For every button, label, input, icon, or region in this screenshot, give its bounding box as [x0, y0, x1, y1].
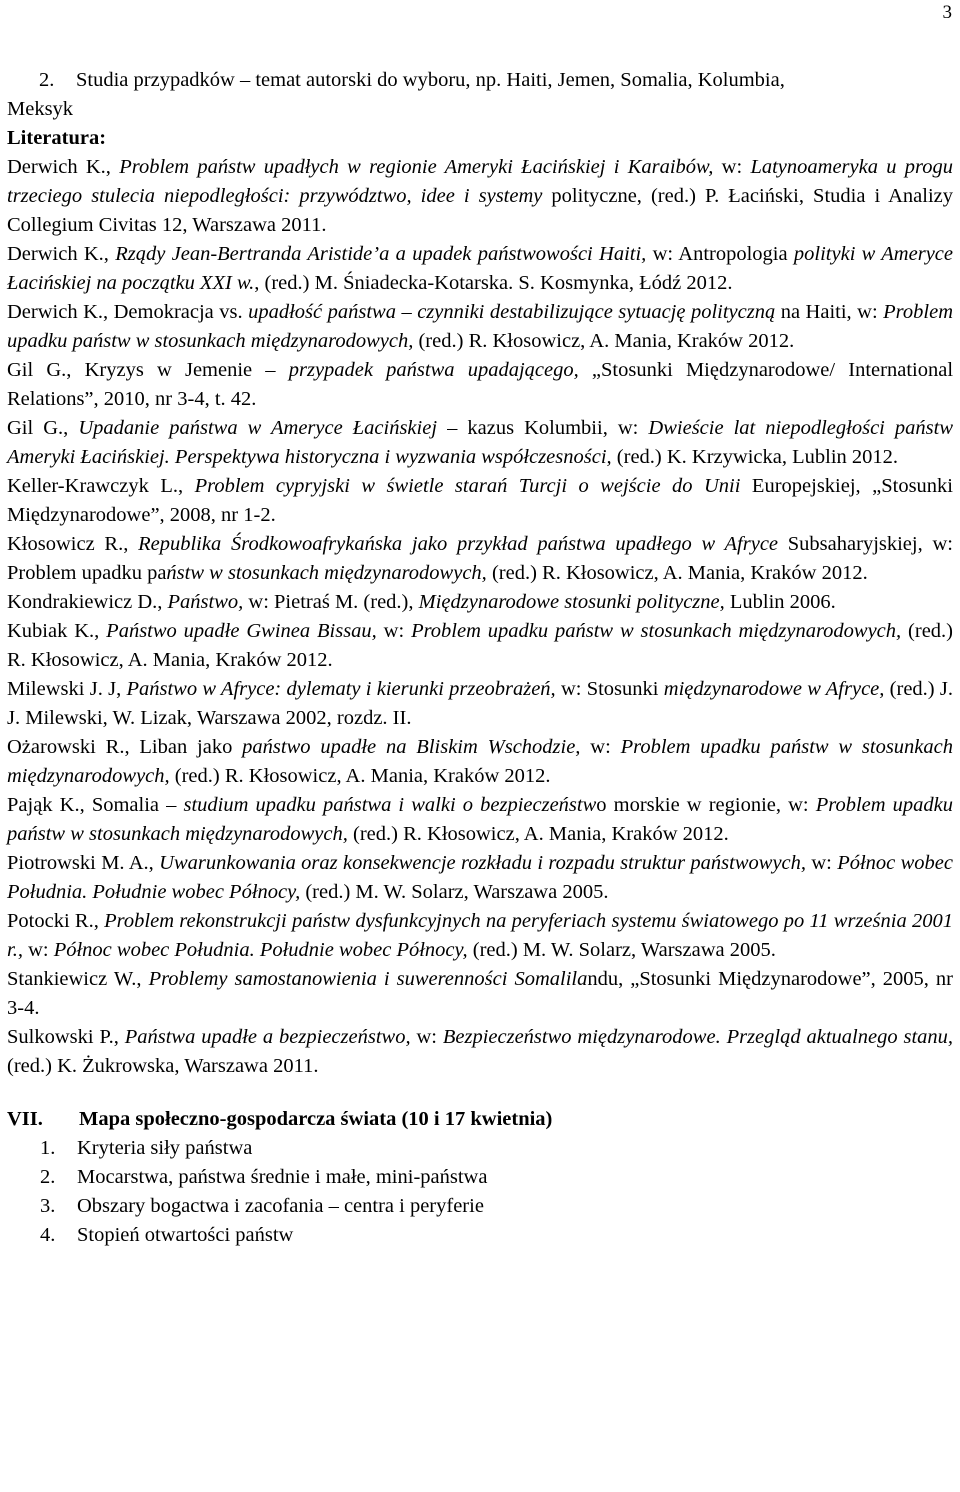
- reference-text-segment: ndu, „Stosunki Międzynarodowe”, 2005, nr 3-4.: [7, 968, 954, 1019]
- section-title: Mapa społeczno-gospodarcza świata (10 i 17 kwietnia): [79, 1108, 553, 1130]
- list-text: Obszary bogactwa i zacofania – centra i peryferie: [77, 1195, 484, 1217]
- reference-entry: [7, 791, 953, 849]
- reference-text-segment: Gil G.,: [7, 417, 79, 439]
- reference-title-segment: Upadanie państwa w Ameryce Łacińskiej: [78, 417, 438, 439]
- reference-title-segment: Państwo w Afryce: dylematy i kierunki przeobrażeń,: [126, 678, 556, 700]
- reference-title-segment: Problem państw upadłych w regionie Ameryki Łacińskiej i Karaibów,: [119, 156, 722, 178]
- reference-text-segment: Keller-Krawczyk L.,: [7, 475, 195, 497]
- reference-text-segment: Kubiak K.,: [7, 620, 107, 642]
- reference-entry: [7, 356, 953, 414]
- reference-entry: [7, 1023, 953, 1081]
- reference-title-segment: Latynoameryka u progu trzeciego stulecia niepodległości: przywództwo, idee i systemy: [7, 156, 954, 207]
- reference-text-segment: w: Antropologia: [652, 243, 794, 265]
- reference-text-segment: Pająk K., Somalia –: [7, 794, 184, 816]
- reference-text-segment: w: Pietraś M. (red.),: [243, 591, 419, 613]
- section-spacer: [7, 1081, 953, 1105]
- reference-title-segment: Problem cypryjski w świetle starań Turcji o wejście do Unii: [194, 475, 741, 497]
- reference-list: [7, 153, 953, 1081]
- reference-entry: [7, 472, 953, 530]
- reference-text-segment: Subsaharyjskiej, w: Problem upadku pa: [7, 533, 953, 584]
- reference-title-segment: upadłość państwa – czynniki destabilizujące sytuację polityczną: [248, 301, 776, 323]
- reference-title-segment: Dwieście lat niepodległości państw Ameryki Łacińskiej. Perspektywa historyczna i wyzwania współczesności,: [7, 417, 954, 468]
- document-page: [7, 66, 953, 1250]
- reference-text-segment: w:: [806, 852, 838, 874]
- reference-text-segment: o morskie w regionie, w:: [596, 794, 816, 816]
- reference-title-segment: Problem upadku państw w stosunkach międzynarodowych,: [411, 620, 902, 642]
- section-list-item: [40, 1192, 953, 1221]
- reference-title-segment: Uwarunkowania oraz konsekwencje rozkładu i rozpadu struktur państwowych,: [159, 852, 807, 874]
- reference-text-segment: (red.) R. Kłosowicz, A. Mania, Kraków 2012.: [413, 330, 795, 352]
- reference-text-segment: w: Stosunki: [555, 678, 664, 700]
- reference-text-segment: Potocki R.,: [7, 910, 105, 932]
- reference-title-segment: międzynarodowe w Afryce,: [663, 678, 885, 700]
- reference-title-segment: studium upadku państwa i walki o bezpieczeństw: [183, 794, 597, 816]
- reference-entry: [7, 617, 953, 675]
- reference-text-segment: Ożarowski R., Liban jako: [7, 736, 243, 758]
- reference-text-segment: (red.) R. Kłosowicz, A. Mania, Kraków 2012.: [486, 562, 868, 584]
- reference-title-segment: Państwo upadłe Gwinea Bissau,: [106, 620, 377, 642]
- list-text: Kryteria siły państwa: [77, 1137, 253, 1159]
- section-heading: [7, 1105, 953, 1134]
- reference-text-segment: Gil G., Kryzys w Jemenie –: [7, 359, 289, 381]
- reference-text-segment: (red.) M. W. Solarz, Warszawa 2005.: [467, 939, 776, 961]
- intro-list-item: [7, 66, 953, 95]
- reference-entry: [7, 588, 953, 617]
- reference-text-segment: Lublin 2006.: [724, 591, 836, 613]
- reference-text-segment: (red.) J. J. Milewski, W. Lizak, Warszawa 2002, rozdz. II.: [7, 678, 954, 729]
- list-text: Stopień otwartości państw: [77, 1224, 294, 1246]
- reference-text-segment: na Haiti, w:: [775, 301, 884, 323]
- reference-text-segment: polityczne, (red.) P. Łaciński, Studia i Analizy Collegium Civitas 12, Warszawa 2011.: [7, 185, 953, 236]
- reference-text-segment: w:: [721, 156, 751, 178]
- reference-title-segment: Północ wobec Południa. Południe wobec Północy,: [53, 939, 468, 961]
- section-number: VII.: [7, 1108, 43, 1130]
- reference-title-segment: Problem rekonstrukcji państw dysfunkcyjnych na peryferiach systemu światowego po 11 września 2001 r.,: [7, 910, 953, 961]
- reference-title-segment: Republika Środkowoafrykańska jako przykład państwa upadłego w Afryce: [138, 533, 779, 555]
- reference-text-segment: (red.) R. Kłosowicz, A. Mania, Kraków 2012.: [7, 620, 953, 671]
- reference-text-segment: Europejskiej, „Stosunki Międzynarodowe”, 2008, nr 1-2.: [7, 475, 954, 526]
- reference-title-segment: Bezpieczeństwo międzynarodowe. Przegląd aktualnego stanu,: [442, 1026, 954, 1048]
- reference-text-segment: (red.) R. Kłosowicz, A. Mania, Kraków 2012.: [169, 765, 551, 787]
- reference-text-segment: Derwich K., Demokracja vs.: [7, 301, 249, 323]
- reference-entry: [7, 675, 953, 733]
- reference-title-segment: Państwo,: [167, 591, 244, 613]
- reference-text-segment: Milewski J. J,: [7, 678, 127, 700]
- page-number: 3: [942, 2, 952, 23]
- reference-entry: [7, 849, 953, 907]
- reference-text-segment: (red.) K. Żukrowska, Warszawa 2011.: [7, 1055, 319, 1077]
- reference-title-segment: Problemy samostanowienia i suwerenności Somalila: [148, 968, 588, 990]
- section-items: [7, 1134, 953, 1250]
- reference-text-segment: w:: [580, 736, 621, 758]
- list-number: 2.: [39, 69, 55, 91]
- reference-entry: [7, 907, 953, 965]
- reference-entry: [7, 414, 953, 472]
- reference-title-segment: Problem upadku państw w stosunkach międzynarodowych,: [7, 736, 953, 787]
- reference-title-segment: polityki w Ameryce Łacińskiej na początku XXI w.: [7, 243, 953, 294]
- reference-text-segment: (red.) M. W. Solarz, Warszawa 2005.: [300, 881, 609, 903]
- reference-text-segment: „Stosunki Międzynarodowe/ International Relations”, 2010, nr 3-4, t. 42.: [7, 359, 954, 410]
- reference-text-segment: Piotrowski M. A.,: [7, 852, 160, 874]
- reference-entry: [7, 965, 953, 1023]
- reference-entry: [7, 153, 953, 240]
- reference-title-segment: państwo upadłe na Bliskim Wschodzie,: [242, 736, 581, 758]
- reference-title-segment: Państwa upadłe a bezpieczeństwo,: [124, 1026, 411, 1048]
- reference-title-segment: przypadek państwa upadającego,: [288, 359, 579, 381]
- reference-text-segment: Kondrakiewicz D.,: [7, 591, 168, 613]
- reference-text-segment: Stankiewicz W.,: [7, 968, 149, 990]
- section-list-item: [40, 1163, 953, 1192]
- reference-entry: [7, 240, 953, 298]
- reference-title-segment: ństw w stosunkach międzynarodowych,: [166, 562, 487, 584]
- literature-heading: Literatura:: [7, 127, 107, 149]
- reference-title-segment: Problem upadku państw w stosunkach międzynarodowych,: [7, 794, 953, 845]
- list-text-continuation: Meksyk: [7, 98, 74, 120]
- reference-text-segment: Sulkowski P.,: [7, 1026, 125, 1048]
- reference-text-segment: , (red.) M. Śniadecka-Kotarska. S. Kosmynka, Łódź 2012.: [254, 272, 733, 294]
- list-number: 3.: [40, 1195, 56, 1217]
- reference-text-segment: w:: [22, 939, 54, 961]
- reference-text-segment: – kazus Kolumbii, w:: [437, 417, 649, 439]
- reference-title-segment: Międzynarodowe stosunki polityczne,: [418, 591, 725, 613]
- section-list-item: [40, 1221, 953, 1250]
- reference-text-segment: (red.) K. Krzywicka, Lublin 2012.: [611, 446, 899, 468]
- reference-title-segment: Problem upadku państw w stosunkach międzynarodowych,: [7, 301, 953, 352]
- reference-entry: [7, 530, 953, 588]
- section-list-item: [40, 1134, 953, 1163]
- reference-title-segment: Rządy Jean-Bertranda Aristide’a a upadek państwowości Haiti,: [115, 243, 653, 265]
- reference-entry: [7, 298, 953, 356]
- list-number: 2.: [40, 1166, 56, 1188]
- reference-title-segment: Północ wobec Południa. Południe wobec Północy,: [7, 852, 953, 903]
- list-text: Studia przypadków – temat autorski do wyboru, np. Haiti, Jemen, Somalia, Kolumbia,: [76, 69, 785, 91]
- list-text: Mocarstwa, państwa średnie i małe, mini-państwa: [77, 1166, 488, 1188]
- reference-text-segment: w:: [376, 620, 412, 642]
- reference-text-segment: Kłosowicz R.,: [7, 533, 139, 555]
- list-number: 1.: [40, 1137, 56, 1159]
- reference-entry: [7, 733, 953, 791]
- reference-text-segment: (red.) R. Kłosowicz, A. Mania, Kraków 2012.: [347, 823, 729, 845]
- reference-text-segment: Derwich K.,: [7, 243, 116, 265]
- list-number: 4.: [40, 1224, 56, 1246]
- reference-text-segment: Derwich K.,: [7, 156, 120, 178]
- reference-text-segment: w:: [410, 1026, 443, 1048]
